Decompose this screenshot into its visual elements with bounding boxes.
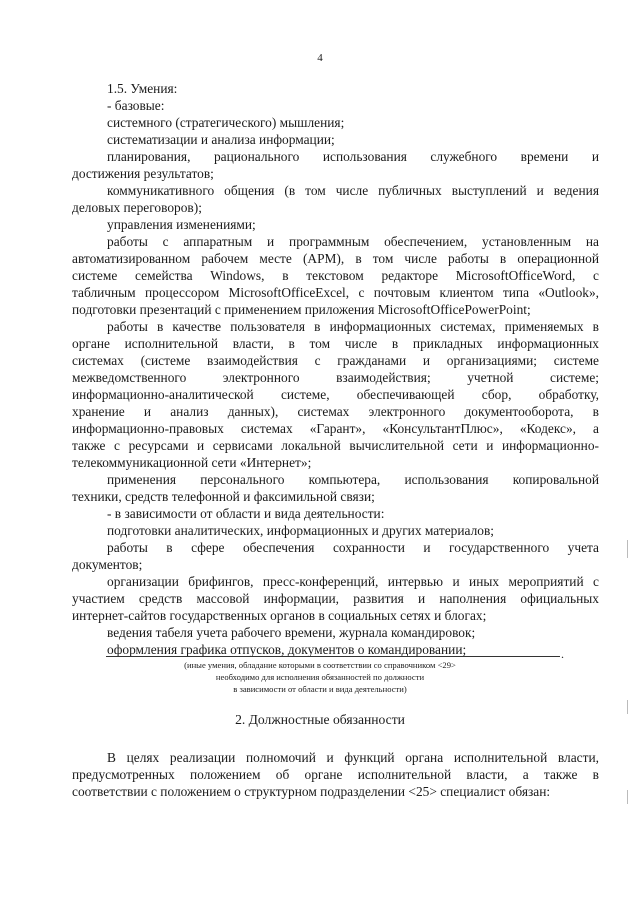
- skill-line: подготовки аналитических, информационных и других материалов;: [107, 523, 495, 538]
- skill-line: табличным процессором MicrosoftOfficeExcel, с почтовым клиентом типа «Outlook»,: [72, 285, 599, 300]
- scan-mark: [627, 540, 628, 558]
- skill-line: подготовки презентаций с применением приложения MicrosoftOfficePowerPoint;: [72, 302, 531, 317]
- duties-line: В целях реализации полномочий и функций органа исполнительной власти,: [107, 750, 599, 765]
- skill-line: также с ресурсами и сервисами локальной вычислительной сети и информационно-: [72, 438, 599, 453]
- scan-mark: [627, 700, 628, 714]
- skill-line: информационно-аналитической системе, обеспечивающей сбор, обработку,: [72, 387, 599, 402]
- skill-line: ведения табеля учета рабочего времени, журнала командировок;: [107, 625, 476, 640]
- scan-mark: [627, 790, 628, 804]
- skill-line: автоматизированном рабочем месте (АРМ), в том числе работы в операционной: [72, 251, 599, 266]
- skill-line: работы с аппаратным и программным обеспечением, установленным на: [107, 234, 599, 249]
- skill-line: информационно-правовых системах «Гарант», «КонсультантПлюс», «Кодекс», а: [72, 421, 599, 436]
- skill-line: телекоммуникационной сети «Интернет»;: [72, 455, 312, 470]
- skill-line: оформления графика отпусков, документов о командировании;: [107, 642, 467, 657]
- skill-line: коммуникативного общения (в том числе публичных выступлений и ведения: [107, 183, 599, 198]
- skill-line: техники, средств телефонной и факсимильной связи;: [72, 489, 375, 504]
- skill-line: хранение и анализ данных), системах электронного документооборота, в: [72, 404, 599, 419]
- fill-in-line: [106, 656, 560, 657]
- skill-line: документов;: [72, 557, 143, 572]
- skill-line: межведомственного электронного взаимодействия; учетной системе;: [72, 370, 599, 385]
- page-number: 4: [317, 52, 323, 64]
- skill-line: участием средств массовой информации, развития и наполнения официальных: [72, 591, 599, 606]
- footnote-line: необходимо для исполнения обязанностей по должности: [215, 672, 425, 682]
- skill-line: применения персонального компьютера, использования копировальной: [107, 472, 599, 487]
- skill-line: органе исполнительной власти, в том числе в прикладных информационных: [72, 336, 599, 351]
- skill-line: управления изменениями;: [107, 217, 256, 232]
- skill-line: работы в сфере обеспечения сохранности и государственного учета: [107, 540, 599, 555]
- skill-line: системах (системе взаимодействия с гражданами и организациями; системе: [72, 353, 599, 368]
- footnote-line: (иные умения, обладание которыми в соответствии со справочником <29>: [184, 660, 456, 670]
- skill-line: систематизации и анализа информации;: [107, 132, 335, 147]
- duties-line: соответствии с положением о структурном подразделении <25> специалист обязан:: [72, 784, 551, 799]
- skill-line: достижения результатов;: [72, 166, 214, 181]
- skill-line: интернет-сайтов государственных органов в социальных сетях и блогах;: [72, 608, 487, 623]
- basic-skills-label: - базовые:: [107, 98, 165, 113]
- duties-line: предусмотренных положением об органе исполнительной власти, а также в: [72, 767, 599, 782]
- skill-line: системного (стратегического) мышления;: [107, 115, 345, 130]
- section-2-heading: 2. Должностные обязанности: [235, 712, 405, 727]
- skill-line: организации брифингов, пресс-конференций, интервью и иных мероприятий с: [107, 574, 599, 589]
- footnote-line: в зависимости от области и вида деятельности): [233, 684, 407, 694]
- section-title: 1.5. Умения:: [107, 81, 178, 96]
- skill-line: - в зависимости от области и вида деятельности:: [107, 506, 385, 521]
- skill-line: деловых переговоров);: [72, 200, 202, 215]
- skill-line: планирования, рационального использования служебного времени и: [107, 149, 599, 164]
- skill-line: работы в качестве пользователя в информационных системах, применяемых в: [107, 319, 599, 334]
- skill-line: системе семейства Windows, в текстовом редакторе MicrosoftOfficeWord, с: [72, 268, 599, 283]
- fill-in-end: .: [561, 647, 564, 661]
